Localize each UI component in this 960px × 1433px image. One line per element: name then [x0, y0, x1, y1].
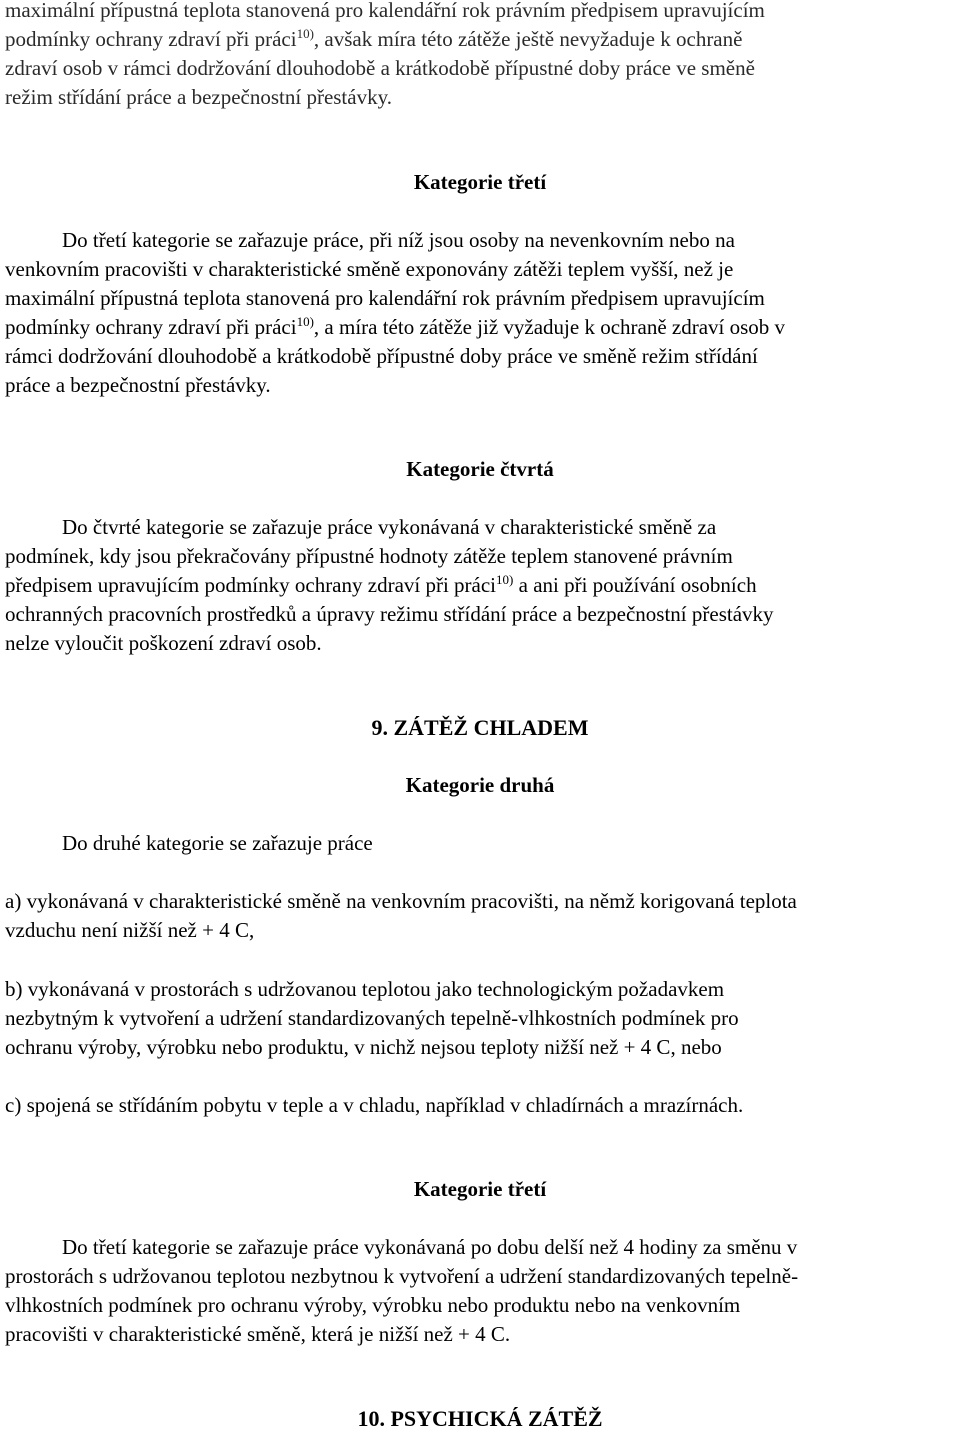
text-line: b) vykonávaná v prostorách s udržovanou teplotou jako technologickým požadavkem: [5, 977, 725, 1001]
text-line: ochranných pracovních prostředků a úpravy režimu střídání práce a bezpečnostní přestávky: [5, 602, 774, 626]
text-line: maximální přípustná teplota stanovená pro kalendářní rok právním předpisem upravujícím: [5, 0, 765, 22]
text-line: [5, 571, 757, 600]
footnote-ref: 10): [296, 26, 314, 42]
paragraph-intro: Do druhé kategorie se zařazuje práce: [62, 831, 373, 855]
text-line: vlhkostních podmínek pro ochranu výroby, výrobku nebo produktu nebo na venkovním: [5, 1293, 741, 1317]
text-line: [5, 313, 785, 342]
text-line: podmínek, kdy jsou překračovány přípustné hodnoty zátěže teplem stanovené právním: [5, 544, 733, 568]
text-line: nezbytným k vytvoření a udržení standardizovaných tepelně-vlhkostních podmínek pro: [5, 1006, 739, 1030]
text-line: zdraví osob v rámci dodržování dlouhodobě a krátkodobě přípustné doby práce ve směně: [5, 56, 755, 80]
text-line: [5, 25, 742, 54]
footnote-ref: 10): [296, 314, 314, 330]
heading-kategorie-druha: Kategorie druhá: [405, 773, 555, 797]
text-line: práce a bezpečnostní přestávky.: [5, 373, 271, 397]
text-line: rámci dodržování dlouhodobě a krátkodobě přípustné doby práce ve směně režim střídání: [5, 344, 758, 368]
heading-kategorie-treti-cold: Kategorie třetí: [413, 1177, 547, 1201]
text-line: venkovním pracovišti v charakteristické směně exponovány zátěži teplem vyšší, než je: [5, 257, 734, 281]
heading-kategorie-treti: Kategorie třetí: [413, 170, 547, 194]
text-line: a) vykonávaná v charakteristické směně na venkovním pracovišti, na němž korigovaná teplota: [5, 889, 797, 913]
text-line: pracovišti v charakteristické směně, která je nižší než + 4 C.: [5, 1322, 511, 1346]
text-line: nelze vyloučit poškození zdraví osob.: [5, 631, 322, 655]
text-run: podmínky ochrany zdraví při práci: [5, 27, 297, 51]
text-line: maximální přípustná teplota stanovená pro kalendářní rok právním předpisem upravujícím: [5, 286, 765, 310]
text-line: Do čtvrté kategorie se zařazuje práce vykonávaná v charakteristické směně za: [62, 515, 717, 539]
text-line: vzduchu není nižší než + 4 C,: [5, 918, 255, 942]
section-title-psychicka-zatez: 10. PSYCHICKÁ ZÁTĚŽ: [357, 1406, 603, 1431]
text-line: Do třetí kategorie se zařazuje práce, při níž jsou osoby na nevenkovním nebo na: [62, 228, 735, 252]
text-line: Do třetí kategorie se zařazuje práce vykonávaná po dobu delší než 4 hodiny za směnu v: [62, 1235, 798, 1259]
text-line: prostorách s udržovanou teplotou nezbytnou k vytvoření a udržení standardizovaných tepelně-: [5, 1264, 799, 1288]
text-run: předpisem upravujícím podmínky ochrany zdraví při práci: [5, 573, 497, 597]
text-run: podmínky ochrany zdraví při práci: [5, 315, 297, 339]
text-run: , a míra této zátěže již vyžaduje k ochraně zdraví osob v: [313, 315, 786, 339]
text-line: režim střídání práce a bezpečnostní přestávky.: [5, 85, 392, 109]
footnote-ref: 10): [496, 572, 514, 588]
text-run: a ani při používání osobních: [513, 573, 757, 597]
text-line: ochranu výroby, výrobku nebo produktu, v nichž nejsou teploty nižší než + 4 C, nebo: [5, 1035, 722, 1059]
text-run: , avšak míra této zátěže ještě nevyžaduje k ochraně: [313, 27, 743, 51]
section-title-zatez-chladem: 9. ZÁTĚŽ CHLADEM: [371, 715, 589, 740]
heading-kategorie-ctvrta: Kategorie čtvrtá: [406, 457, 554, 481]
list-item-c: c) spojená se střídáním pobytu v teple a v chladu, například v chladírnách a mrazírnách.: [5, 1093, 744, 1117]
